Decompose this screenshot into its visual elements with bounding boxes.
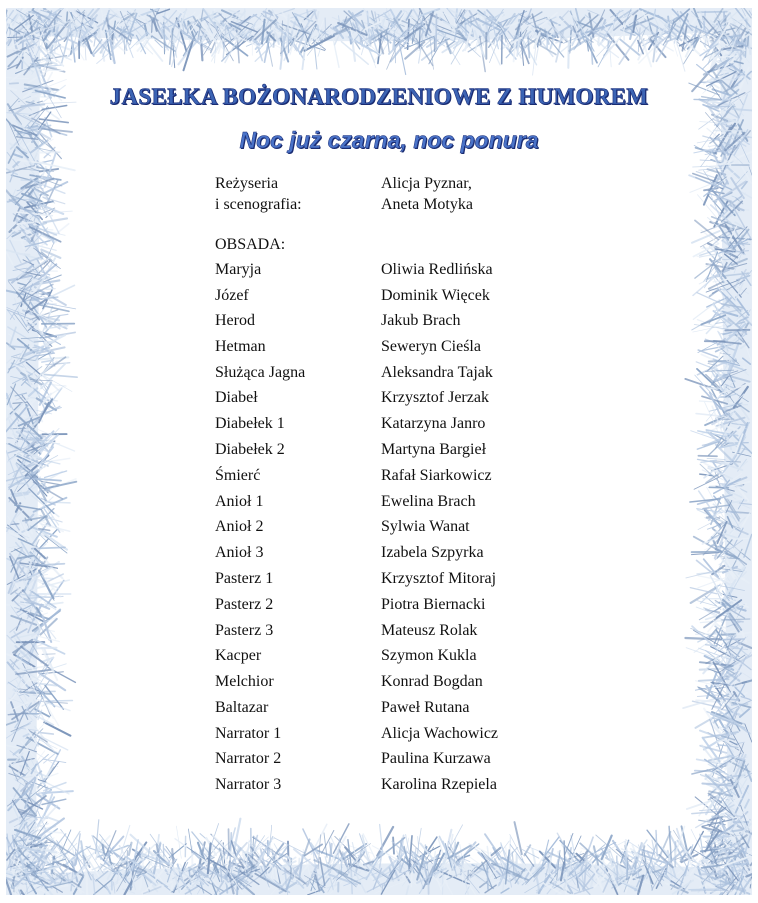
cast-actor: Sylwia Wanat (381, 518, 470, 535)
cast-role: Diabeł (215, 389, 258, 406)
cast-actor: Martyna Bargieł (381, 441, 487, 458)
direction-value: Alicja Pyznar, (381, 175, 472, 192)
cast-heading: OBSADA: (215, 236, 286, 253)
cast-role: Narrator 2 (215, 750, 282, 767)
cast-role: Pasterz 2 (215, 596, 274, 613)
direction-value: Aneta Motyka (381, 196, 473, 213)
cast-role: Narrator 3 (215, 776, 282, 793)
cast-actor: Paweł Rutana (381, 699, 470, 716)
cast-actor: Dominik Więcek (381, 287, 490, 304)
cast-actor: Katarzyna Janro (381, 415, 486, 432)
cast-role: Kacper (215, 647, 262, 664)
cast-actor: Aleksandra Tajak (381, 364, 493, 381)
cast-actor: Konrad Bogdan (381, 673, 483, 690)
cast-actor: Karolina Rzepiela (381, 776, 497, 793)
cast-role: Diabełek 2 (215, 441, 285, 458)
cast-role: Anioł 3 (215, 544, 264, 561)
direction-label: Reżyseria (215, 175, 279, 192)
cast-actor: Szymon Kukla (381, 647, 477, 664)
cast-role: Diabełek 1 (215, 415, 285, 432)
cast-role: Narrator 1 (215, 725, 282, 742)
cast-role: Pasterz 3 (215, 622, 274, 639)
cast-actor: Ewelina Brach (381, 493, 476, 510)
cast-role: Służąca Jagna (215, 364, 306, 381)
cast-actor: Mateusz Rolak (381, 622, 478, 639)
cast-role: Herod (215, 312, 255, 329)
cast-actor: Izabela Szpyrka (381, 544, 484, 561)
cast-role: Józef (215, 287, 249, 304)
cast-role: Maryja (215, 261, 262, 278)
cast-actor: Jakub Brach (381, 312, 461, 329)
cast-role: Hetman (215, 338, 266, 355)
cast-role: Anioł 1 (215, 493, 264, 510)
cast-role: Melchior (215, 673, 274, 690)
cast-role: Anioł 2 (215, 518, 264, 535)
poster-subtitle: Noc już czarna, noc ponura (239, 127, 539, 153)
cast-actor: Rafał Siarkowicz (381, 467, 492, 484)
cast-actor: Alicja Wachowicz (381, 725, 499, 742)
cast-actor: Oliwia Redlińska (381, 261, 493, 278)
cast-actor: Seweryn Cieśla (381, 338, 481, 355)
cast-role: Śmierć (215, 467, 261, 484)
direction-label: i scenografia: (215, 196, 302, 213)
cast-actor: Krzysztof Jerzak (381, 389, 489, 406)
poster-title: JASEŁKA BOŻONARODZENIOWE Z HUMOREM (109, 84, 649, 109)
cast-actor: Krzysztof Mitoraj (381, 570, 497, 587)
cast-actor: Paulina Kurzawa (381, 750, 491, 767)
cast-role: Pasterz 1 (215, 570, 274, 587)
cast-actor: Piotra Biernacki (381, 596, 486, 613)
cast-role: Baltazar (215, 699, 269, 716)
